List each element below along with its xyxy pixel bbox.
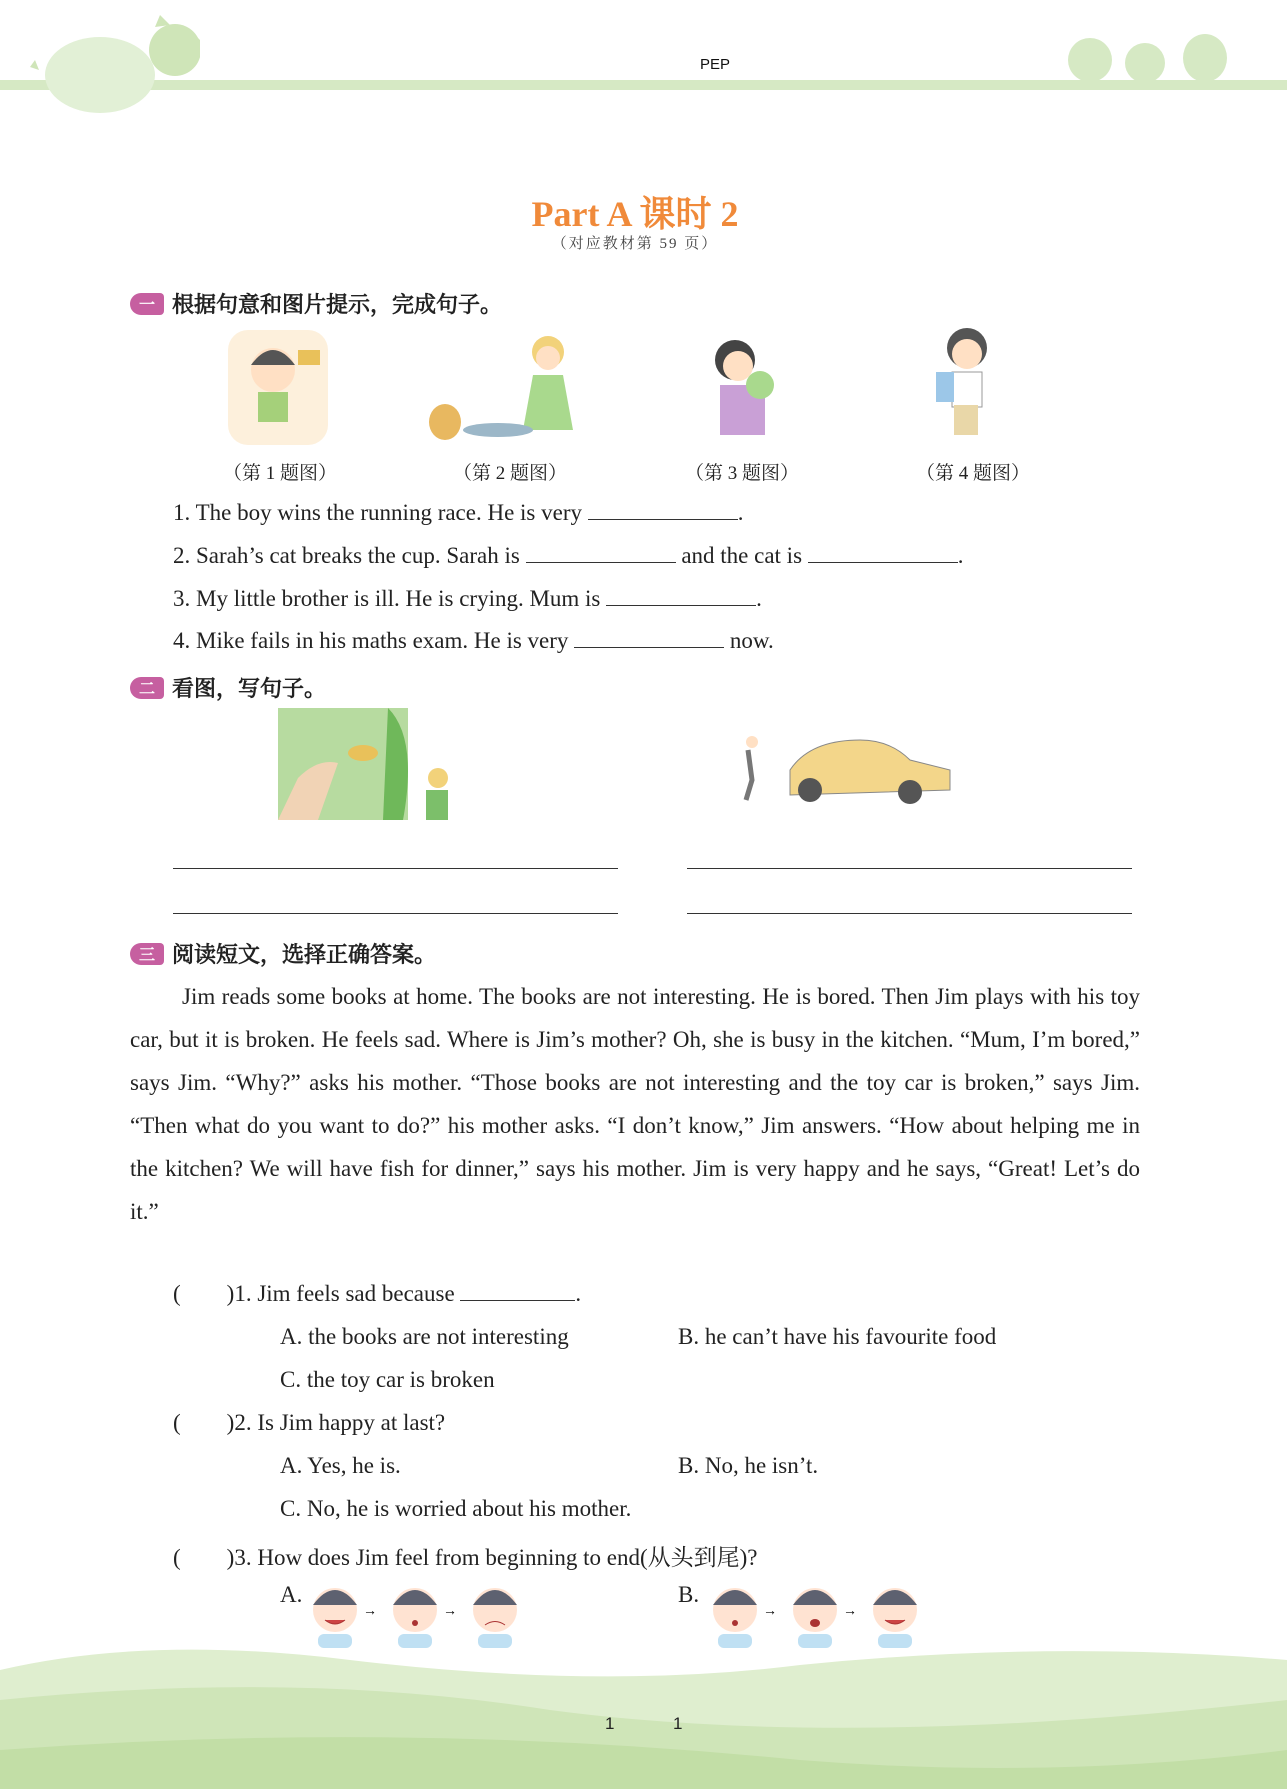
page-title: Part A 课时 2 bbox=[531, 194, 739, 234]
animal-faces-icon bbox=[1060, 25, 1250, 85]
question-3: ( )3. How does Jim feel from beginning to end(从头到尾)? bbox=[173, 1545, 758, 1570]
section-badge: 一 bbox=[130, 293, 164, 315]
section-title: 看图，写句子。 bbox=[172, 677, 327, 702]
section2-heading bbox=[130, 672, 326, 703]
answer-line[interactable] bbox=[687, 913, 1132, 914]
fill-blank-item: 2. Sarah’s cat breaks the cup. Sarah is and the cat is . bbox=[173, 543, 964, 568]
section-badge: 二 bbox=[130, 677, 164, 699]
sun-cloud-icon bbox=[20, 5, 200, 115]
picture-caption: （第 2 题图） bbox=[452, 463, 567, 484]
option-c: C. the toy car is broken bbox=[280, 1367, 495, 1392]
answer-line[interactable] bbox=[173, 868, 618, 869]
picture-cat-in-tree bbox=[278, 708, 453, 820]
page-subtitle: （对应教材第 59 页） bbox=[551, 236, 719, 252]
reading-passage: Jim reads some books at home. The books are not interesting. He is bored. Then Jim plays with his toy car, but it is broken. He feels sad. Where is Jim’s mother? Oh, she is busy in the kitchen. “Mum, I’m bored,” says Jim. “Why?” asks his mother. “Those books are not interesting and the toy car is broken,” says Jim. “Then what do you want to do?” his mother asks. “I don’t know,” Jim answers. “How about helping me in the kitchen? We will have fish for dinner,” says his mother. Jim is very happy and he says, “Great! Let’s do it.” bbox=[130, 984, 1140, 1224]
answer-blank[interactable] bbox=[574, 628, 724, 648]
answer-blank[interactable] bbox=[526, 543, 676, 563]
svg-text:→: → bbox=[443, 1604, 457, 1619]
answer-blank bbox=[460, 1281, 575, 1301]
option-a: A. the books are not interesting bbox=[280, 1324, 569, 1349]
question-1: ( )1. Jim feels sad because . bbox=[173, 1281, 582, 1306]
page-number-right: 1 bbox=[673, 1714, 683, 1733]
picture-caption: （第 1 题图） bbox=[222, 463, 337, 484]
section1-heading bbox=[130, 288, 502, 319]
picture-caption: （第 3 题图） bbox=[684, 463, 799, 484]
fill-blank-item: 3. My little brother is ill. He is crying. Mum is . bbox=[173, 586, 762, 611]
svg-text:→: → bbox=[763, 1604, 777, 1619]
answer-line[interactable] bbox=[173, 913, 618, 914]
picture-girl-and-cat bbox=[423, 330, 603, 445]
option-a-label: A. bbox=[280, 1582, 303, 1607]
picture-man-and-car bbox=[740, 730, 955, 815]
answer-paren[interactable]: ( ) bbox=[173, 1410, 235, 1435]
svg-text:→: → bbox=[843, 1604, 857, 1619]
faces-sequence-a bbox=[310, 1580, 530, 1648]
answer-line[interactable] bbox=[687, 868, 1132, 869]
question-2: ( )2. Is Jim happy at last? bbox=[173, 1410, 446, 1435]
section-title: 根据句意和图片提示，完成句子。 bbox=[172, 293, 503, 318]
picture-caption: （第 4 题图） bbox=[915, 463, 1030, 484]
faces-sequence-b bbox=[710, 1580, 930, 1648]
answer-paren[interactable]: ( ) bbox=[173, 1281, 235, 1306]
answer-blank[interactable] bbox=[588, 500, 738, 520]
series-label: PEP bbox=[700, 56, 731, 73]
answer-paren[interactable]: ( ) bbox=[173, 1545, 235, 1570]
svg-text:→: → bbox=[363, 1604, 377, 1619]
section-title: 阅读短文，选择正确答案。 bbox=[172, 943, 437, 968]
answer-blank[interactable] bbox=[606, 586, 756, 606]
answer-blank[interactable] bbox=[808, 543, 958, 563]
hills-background bbox=[0, 1640, 1287, 1789]
option-b: B. he can’t have his favourite food bbox=[678, 1324, 997, 1349]
section3-heading bbox=[130, 938, 436, 969]
picture-sad-boy bbox=[922, 320, 1002, 445]
fill-blank-item: 1. The boy wins the running race. He is very . bbox=[173, 500, 744, 525]
section-badge: 三 bbox=[130, 943, 164, 965]
page-number-left: 1 bbox=[605, 1714, 615, 1733]
picture-happy-boy bbox=[228, 330, 328, 445]
fill-blank-item: 4. Mike fails in his maths exam. He is very now. bbox=[173, 628, 774, 653]
option-a: A. Yes, he is. bbox=[280, 1453, 401, 1478]
option-c: C. No, he is worried about his mother. bbox=[280, 1496, 632, 1521]
option-b: B. No, he isn’t. bbox=[678, 1453, 819, 1478]
picture-mum-and-baby bbox=[700, 330, 790, 445]
option-b-label: B. bbox=[678, 1582, 700, 1607]
